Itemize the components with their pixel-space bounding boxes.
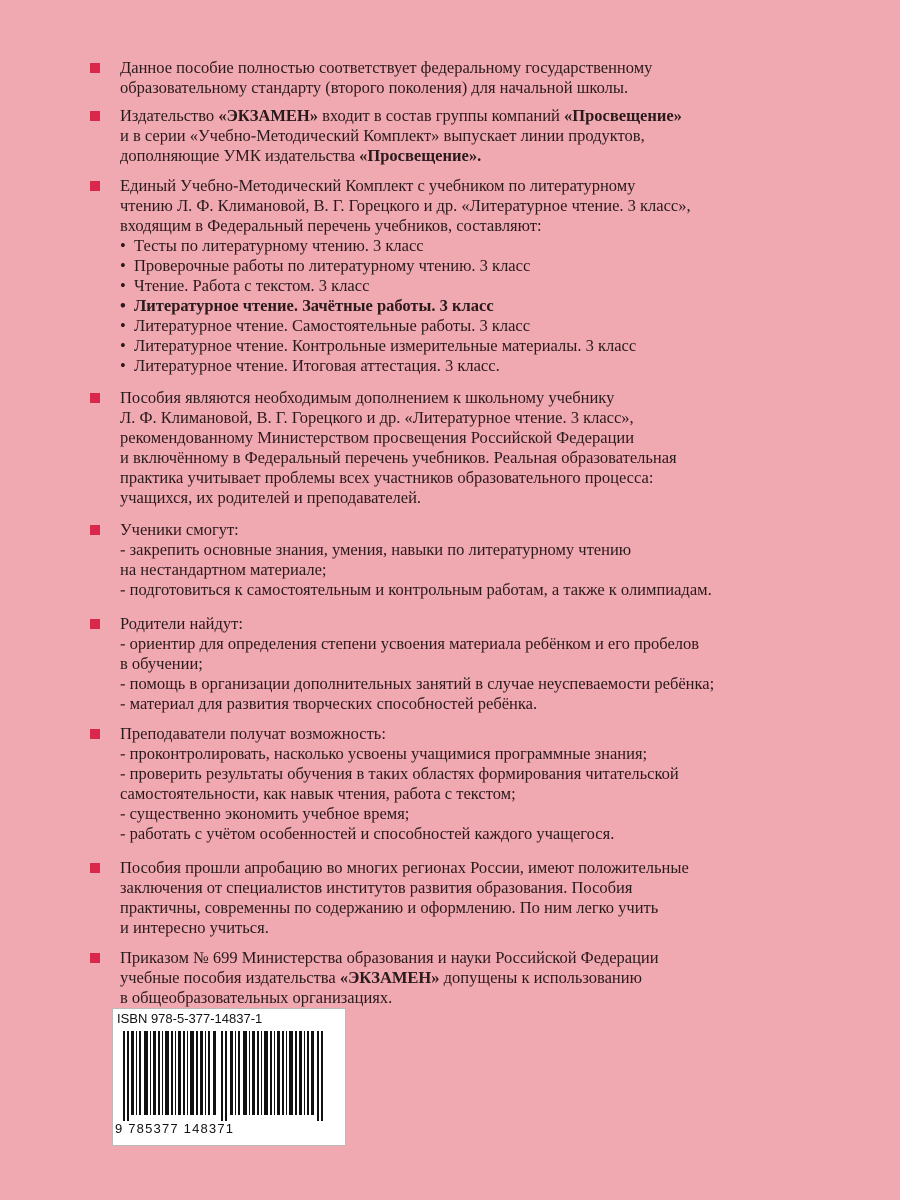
list-item: • Литературное чтение. Самостоятельные работы. 3 класс <box>120 316 860 336</box>
pink-square-marker-icon <box>90 181 100 191</box>
pink-square-marker-icon <box>90 863 100 873</box>
list-item-highlighted: • Литературное чтение. Зачётные работы. 3 класс <box>120 296 860 316</box>
isbn-text: ISBN 978-5-377-14837-1 <box>117 1011 263 1026</box>
section-umk-list <box>120 176 860 376</box>
section-supplement <box>120 388 860 508</box>
text-line: рекомендованному Министерством просвещения Российской Федерации <box>120 428 635 447</box>
section-publisher <box>120 106 860 166</box>
text-line: - материал для развития творческих способностей ребёнка. <box>120 694 538 713</box>
text-line: Ученики смогут: <box>120 520 239 539</box>
text-line: Пособия прошли апробацию во многих регионах России, имеют положительные <box>120 858 689 877</box>
section-order <box>120 948 860 1008</box>
text-line: - помощь в организации дополнительных занятий в случае неуспеваемости ребёнка; <box>120 674 715 693</box>
text-line: и в серии «Учебно-Методический Комплект» выпускает линии продуктов, <box>120 126 645 145</box>
list-item: • Литературное чтение. Контрольные измерительные материалы. 3 класс <box>120 336 860 356</box>
section-teachers <box>120 724 860 844</box>
text-line: Родители найдут: <box>120 614 243 633</box>
text-line: образовательному стандарту (второго поколения) для начальной школы. <box>120 78 629 97</box>
pink-square-marker-icon <box>90 953 100 963</box>
text-line: самостоятельности, как навык чтения, работа с текстом; <box>120 784 516 803</box>
text-line: - существенно экономить учебное время; <box>120 804 410 823</box>
text-line: Приказом № 699 Министерства образования и науки Российской Федерации <box>120 948 659 967</box>
text-line: Пособия являются необходимым дополнением к школьному учебнику <box>120 388 615 407</box>
section-standard <box>120 58 860 98</box>
text-line: - проконтролировать, насколько усвоены учащимися программные знания; <box>120 744 648 763</box>
text-line: - проверить результаты обучения в таких областях формирования читательской <box>120 764 679 783</box>
text-line: Издательство «ЭКЗАМЕН» входит в состав группы компаний «Просвещение» <box>120 106 682 125</box>
text-line: - закрепить основные знания, умения, навыки по литературному чтению <box>120 540 632 559</box>
list-item: • Тесты по литературному чтению. 3 класс <box>120 236 860 256</box>
text-line: на нестандартном материале; <box>120 560 327 579</box>
text-line: Л. Ф. Климановой, В. Г. Горецкого и др. «Литературное чтение. 3 класс», <box>120 408 634 427</box>
text-line: практичны, современны по содержанию и оформлению. По ним легко учить <box>120 898 659 917</box>
text-line: и включённому в Федеральный перечень учебников. Реальная образовательная <box>120 448 677 467</box>
barcode-digits: 9 785377 148371 <box>115 1121 235 1136</box>
text-line: Единый Учебно-Методический Комплект с учебником по литературному <box>120 176 636 195</box>
pink-square-marker-icon <box>90 111 100 121</box>
barcode-bars-icon <box>121 1031 337 1121</box>
text-line: в общеобразовательных организациях. <box>120 988 393 1007</box>
text-line: чтению Л. Ф. Климановой, В. Г. Горецкого и др. «Литературное чтение. 3 класс», <box>120 196 691 215</box>
text-line: дополняющие УМК издательства «Просвещение». <box>120 146 482 165</box>
list-item: • Чтение. Работа с текстом. 3 класс <box>120 276 860 296</box>
pink-square-marker-icon <box>90 525 100 535</box>
isbn-barcode <box>112 1008 346 1146</box>
text-line: в обучении; <box>120 654 203 673</box>
pink-square-marker-icon <box>90 393 100 403</box>
section-students <box>120 520 860 600</box>
section-parents <box>120 614 860 714</box>
text-line: заключения от специалистов институтов развития образования. Пособия <box>120 878 633 897</box>
text-line: - подготовиться к самостоятельным и контрольным работам, а также к олимпиадам. <box>120 580 712 599</box>
text-line: - ориентир для определения степени усвоения материала ребёнком и его пробелов <box>120 634 700 653</box>
text-line: входящим в Федеральный перечень учебников, составляют: <box>120 216 542 235</box>
pink-square-marker-icon <box>90 729 100 739</box>
pink-square-marker-icon <box>90 63 100 73</box>
text-line: учащихся, их родителей и преподавателей. <box>120 488 422 507</box>
text-line: и интересно учиться. <box>120 918 269 937</box>
list-item: • Литературное чтение. Итоговая аттестация. 3 класс. <box>120 356 860 376</box>
text-line: - работать с учётом особенностей и способностей каждого учащегося. <box>120 824 615 843</box>
text-line: Данное пособие полностью соответствует федеральному государственному <box>120 58 653 77</box>
section-approbation <box>120 858 860 938</box>
text-line: практика учитывает проблемы всех участников образовательного процесса: <box>120 468 654 487</box>
text-line: Преподаватели получат возможность: <box>120 724 386 743</box>
text-line: учебные пособия издательства «ЭКЗАМЕН» допущены к использованию <box>120 968 642 987</box>
list-item: • Проверочные работы по литературному чтению. 3 класс <box>120 256 860 276</box>
pink-square-marker-icon <box>90 619 100 629</box>
